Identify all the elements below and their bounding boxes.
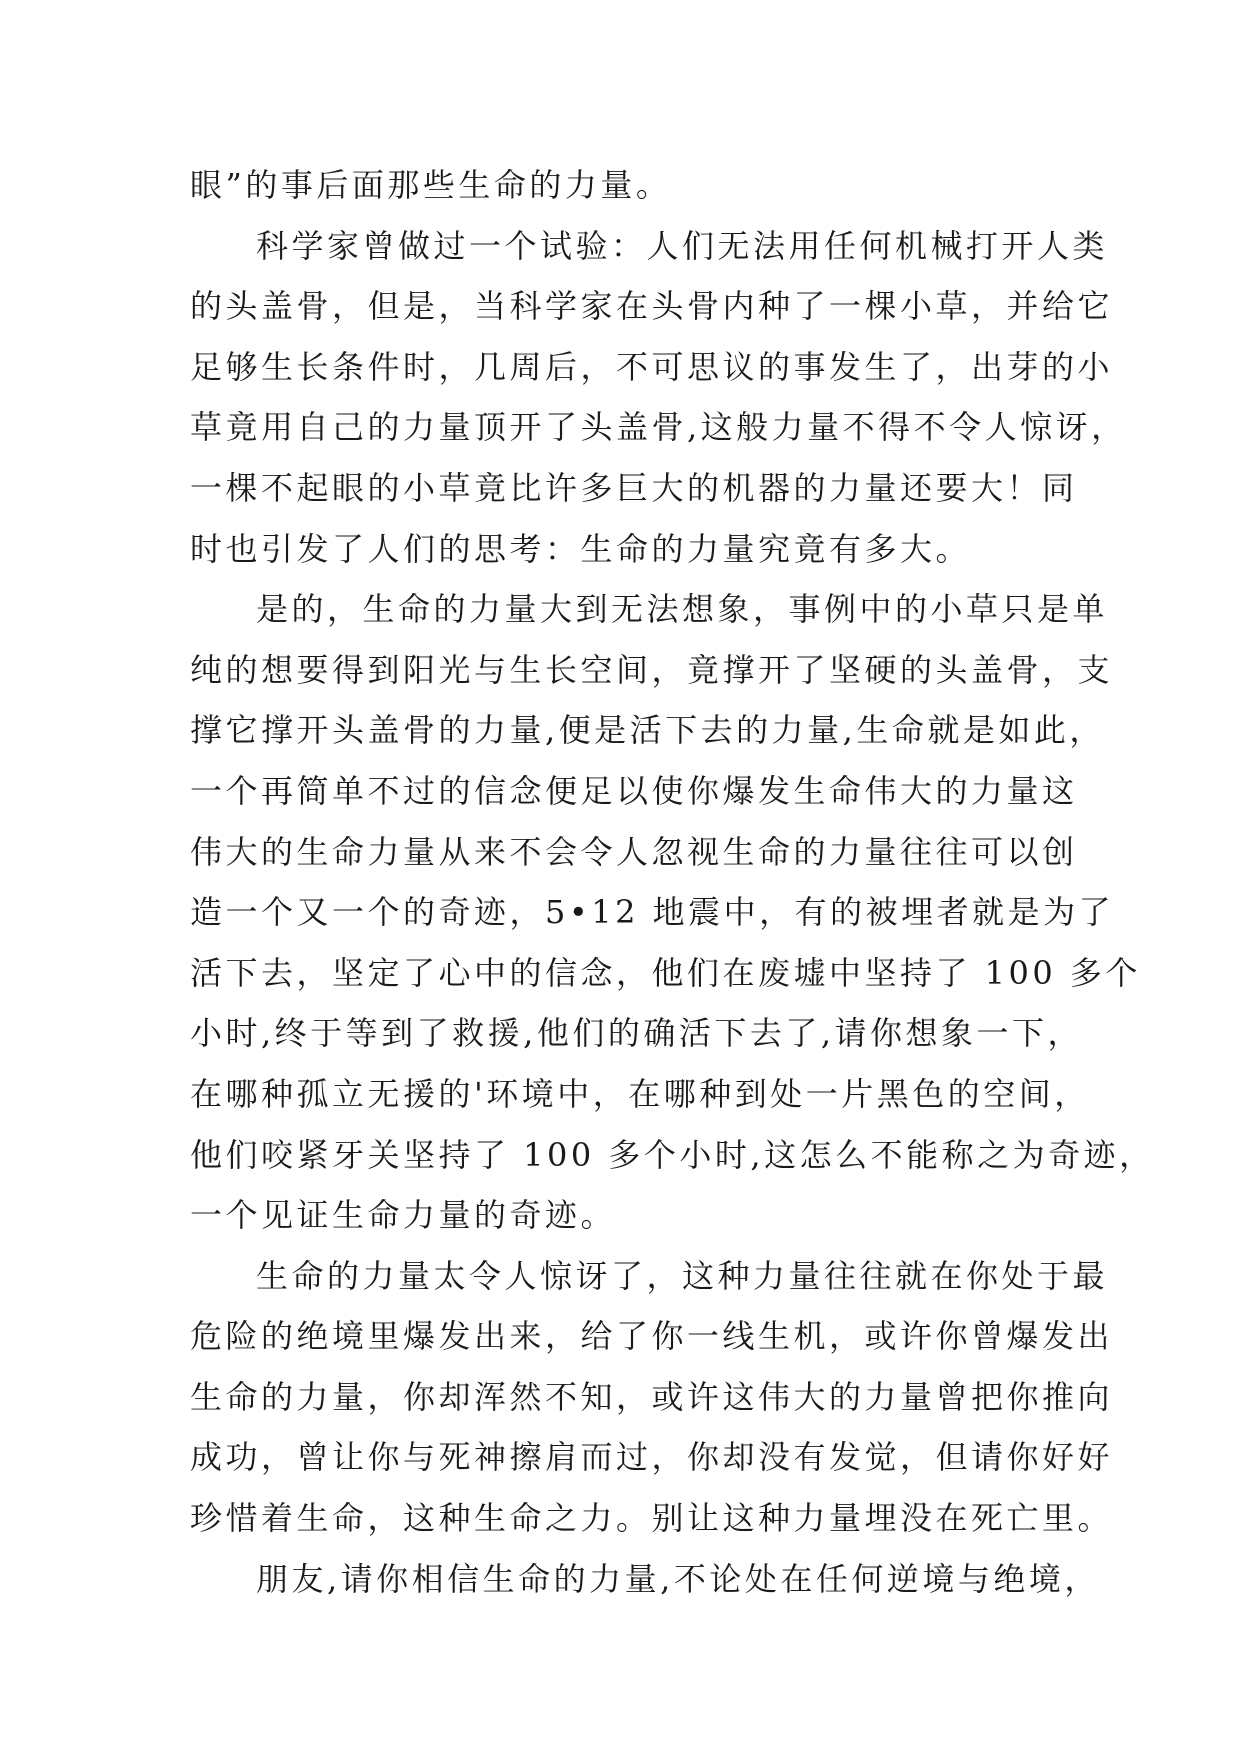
text-line: 纯的想要得到阳光与生长空间，竟撑开了坚硬的头盖骨，支	[190, 650, 1114, 689]
text-line: 一个再简单不过的信念便足以使你爆发生命伟大的力量这	[190, 771, 1078, 810]
text-line: 珍惜着生命，这种生命之力。别让这种力量埋没在死亡里。	[190, 1499, 1114, 1538]
text-line: 生命的力量太令人惊讶了，这种力量往往就在你处于最	[256, 1256, 1109, 1295]
body-text	[190, 155, 1155, 1609]
text-line: 的头盖骨，但是，当科学家在头骨内种了一棵小草，并给它	[190, 287, 1114, 326]
text-line: 眼”的事后面那些生命的力量。	[190, 166, 672, 204]
text-line: 危险的绝境里爆发出来，给了你一线生机，或许你曾爆发出	[190, 1317, 1114, 1356]
text-line: 草竟用自己的力量顶开了头盖骨,这般力量不得不令人惊讶，	[190, 408, 1127, 447]
text-line: 一个见证生命力量的奇迹。	[190, 1196, 617, 1235]
text-line: 朋友,请你相信生命的力量,不论处在任何逆境与绝境，	[256, 1559, 1100, 1598]
text-line: 是的，生命的力量大到无法想象，事例中的小草只是单	[256, 590, 1109, 629]
text-line: 他们咬紧牙关坚持了 100 多个小时,这怎么不能称之为奇迹，	[190, 1135, 1155, 1174]
text-line: 时也引发了人们的思考：生命的力量究竟有多大。	[190, 529, 972, 568]
text-line: 科学家曾做过一个试验：人们无法用任何机械打开人类	[256, 226, 1109, 265]
text-line: 生命的力量，你却浑然不知，或许这伟大的力量曾把你推向	[190, 1377, 1114, 1416]
text-line: 伟大的生命力量从来不会令人忽视生命的力量往往可以创	[190, 832, 1078, 871]
text-line: 一棵不起眼的小草竟比许多巨大的机器的力量还要大！同	[190, 468, 1078, 507]
text-line: 撑它撑开头盖骨的力量,便是活下去的力量,生命就是如此，	[190, 711, 1105, 750]
text-line: 成功，曾让你与死神擦肩而过，你却没有发觉，但请你好好	[190, 1438, 1114, 1477]
text-line: 造一个又一个的奇迹，5•12 地震中，有的被埋者就是为了	[190, 893, 1115, 932]
text-line: 小时,终于等到了救援,他们的确活下去了,请你想象一下，	[190, 1014, 1084, 1053]
text-line: 足够生长条件时，几周后，不可思议的事发生了，出芽的小	[190, 347, 1114, 386]
text-line: 在哪种孤立无援的'环境中，在哪种到处一片黑色的空间，	[190, 1074, 1090, 1113]
text-line: 活下去，坚定了心中的信念，他们在废墟中坚持了 100 多个	[190, 953, 1141, 992]
